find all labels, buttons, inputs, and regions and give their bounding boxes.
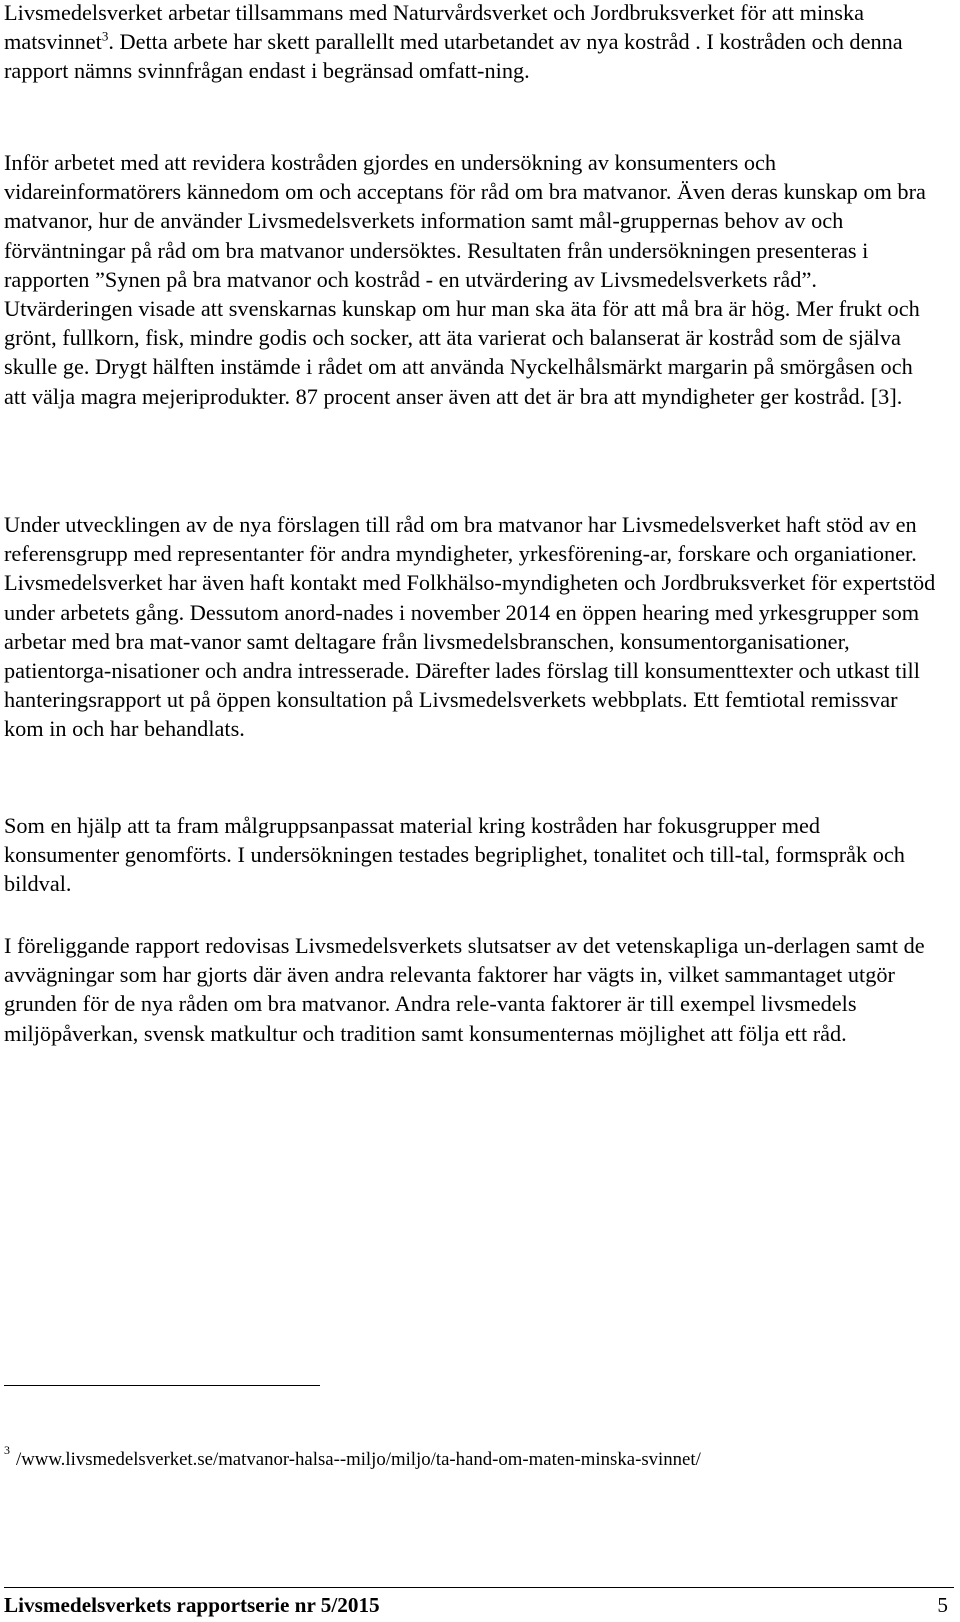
paragraph-reference-group: Under utvecklingen av de nya förslagen till råd om bra matvanor har Livsmedelsverket haft stöd av en referensgrupp med representanter för andra myndigheter, yrkesförening-ar, forskare och organiationer. Livsmedelsverket har även haft kontakt med Folkhälso-myndigheten och Jordbruksverket för expertstöd under arbetets gång. Dessutom anord-nades i november 2014 en öppen hearing med yrkesgrupper som arbetar med bra mat-vanor samt deltagare från livsmedelsbranschen, konsumentorganisationer, patientorga-nisationer och andra intresserade. Därefter lades förslag till konsumenttexter och utkast till hanteringsrapport ut på öppen konsultation på Livsmedelsverkets webbplats. Ett femtiotal remissvar kom in och har behandlats. <box>4 512 936 742</box>
page-footer <box>4 1587 954 1618</box>
footnote-divider <box>4 1385 320 1386</box>
paragraph-report-summary: I föreliggande rapport redovisas Livsmedelsverkets slutsatser av det vetenskapliga un-derlagen samt de avvägningar som har gjorts där även andra relevanta faktorer har vägts in, vilket sammantaget utgör grunden för de nya råden om bra matvanor. Andra rele-vanta faktorer är till exempel livsmedels miljöpåverkan, svensk matkultur och tradition samt konsumenternas möjlighet att följa ett råd. <box>4 933 925 1046</box>
report-series-title: Livsmedelsverkets rapportserie nr 5/2015 <box>4 1593 380 1617</box>
paragraph-matsvinn <box>4 0 940 86</box>
footnote-reference: 3 <box>101 28 109 44</box>
paragraph-focus-groups: Som en hjälp att ta fram målgruppsanpassat material kring kostråden har fokusgrupper med konsumenter genomförts. I undersökningen testades begriplighet, tonalitet och till-tal, formspråk och bildval. <box>4 813 905 897</box>
paragraph-matsvinn-text-end: . Detta arbete har skett parallellt med utarbetandet av nya kostråd . I kostråden och denna rapport nämns svinnfrågan endast i begränsad omfatt-ning. <box>4 29 903 84</box>
paragraph-matsvinn-text-start: Livsmedelsverket arbetar tillsammans med Naturvårdsverket och Jordbruksverket för att minska matsvinnet <box>4 0 865 55</box>
paragraph-survey: Inför arbetet med att revidera kostråden gjordes en undersökning av konsumenters och vidareinformatörers kännedom om och acceptans för råd om bra matvanor. Även deras kunskap om bra matvanor, hur de använder Livsmedelsverkets information samt mål-gruppernas behov av och förväntningar på råd om bra matvanor undersöktes. Resultaten från undersökningen presenteras i rapporten ”Synen på bra matvanor och kostråd - en utvärdering av Livsmedelsverkets råd”. Utvärderingen visade att svenskarnas kunskap om hur man ska äta för att må bra är hög. Mer frukt och grönt, fullkorn, fisk, mindre godis och socker, att äta varierat och balanserat är kostråd som de själva skulle ge. Drygt hälften instämde i rådet om att använda Nyckelhålsmärkt margarin på smörgåsen och att välja magra mejeriprodukter. 87 procent anser även att det är bra att myndigheter ger kostråd. [3]. <box>4 150 926 409</box>
footnote-url: /www.livsmedelsverket.se/matvanor-halsa--miljo/miljo/ta-hand-om-maten-minska-svinnet/ <box>16 1449 701 1470</box>
page-number: 5 <box>937 1593 948 1617</box>
footnote <box>4 1443 940 1473</box>
footnote-number: 3 <box>4 1443 10 1457</box>
